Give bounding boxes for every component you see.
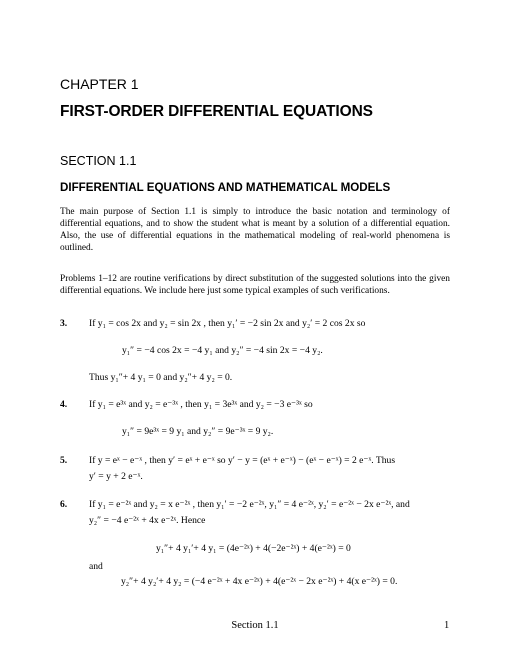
section-title: DIFFERENTIAL EQUATIONS AND MATHEMATICAL MODELS <box>60 181 391 194</box>
problem-line: If y₁ = e³ˣ and y₂ = e⁻³ˣ , then y₁ = 3e³ˣ and y₂ = −3 e⁻³ˣ so <box>89 399 313 410</box>
problem-line: If y₁ = cos 2x and y₂ = sin 2x , then y₁′ = −2 sin 2x and y₂′ = 2 cos 2x so <box>89 318 366 329</box>
problem-number: 6. <box>60 499 68 510</box>
problem-number: 5. <box>60 455 68 466</box>
problem-equation: y₁″ = −4 cos 2x = −4 y₁ and y₂″ = −4 sin 2x = −4 y₂. <box>122 345 323 356</box>
page-number: 1 <box>444 620 450 631</box>
section-label: SECTION 1.1 <box>60 154 137 168</box>
footer-section-label: Section 1.1 <box>231 620 279 631</box>
chapter-label: CHAPTER 1 <box>60 76 139 92</box>
problems-intro-paragraph: Problems 1–12 are routine verifications by direct substitution of the suggested solutions into the given differential equations. We include here just some typical examples of such verifications. <box>60 274 450 296</box>
problem-equation: y₁″+ 4 y₁′+ 4 y₁ = (4e⁻²ˣ) + 4(−2e⁻²ˣ) + 4(e⁻²ˣ) = 0 <box>156 543 351 554</box>
intro-paragraph: The main purpose of Section 1.1 is simply to introduce the basic notation and terminology of differential equations, and to show the student what is meant by a solution of a differential equation. Also, the use of differential equations in the mathematical modeling of real-world phenomena is outlined. <box>60 207 450 253</box>
problem-line: and <box>89 561 103 572</box>
problem-number: 4. <box>60 399 68 410</box>
problem-equation: y′ = y + 2 e⁻ˣ. <box>89 471 143 482</box>
problem-line: Thus y₁″+ 4 y₁ = 0 and y₂″+ 4 y₂ = 0. <box>89 372 233 383</box>
problem-number: 3. <box>60 318 68 329</box>
problem-equation: y₂″+ 4 y₂′+ 4 y₂ = (−4 e⁻²ˣ + 4x e⁻²ˣ) + 4(e⁻²ˣ − 2x e⁻²ˣ) + 4(x e⁻²ˣ) = 0. <box>121 576 398 587</box>
problem-equation: y₁″ = 9e³ˣ = 9 y₁ and y₂″ = 9e⁻³ˣ = 9 y₂. <box>122 426 274 437</box>
problem-line: If y₁ = e⁻²ˣ and y₂ = x e⁻²ˣ , then y₁′ = −2 e⁻²ˣ, y₁″ = 4 e⁻²ˣ, y₂′ = e⁻²ˣ − 2x e⁻²ˣ, and <box>89 499 410 510</box>
problem-line: If y = eˣ − e⁻ˣ , then y′ = eˣ + e⁻ˣ so y′ − y = (eˣ + e⁻ˣ) − (eˣ − e⁻ˣ) = 2 e⁻ˣ. Thus <box>89 455 396 466</box>
problem-line: y₂″ = −4 e⁻²ˣ + 4x e⁻²ˣ. Hence <box>89 515 206 526</box>
chapter-title: FIRST-ORDER DIFFERENTIAL EQUATIONS <box>60 103 373 120</box>
